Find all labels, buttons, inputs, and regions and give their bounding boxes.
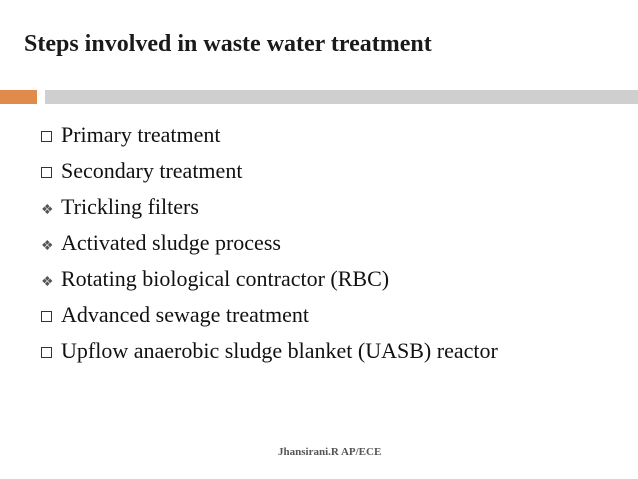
list-item [38, 297, 498, 333]
bullet-list [38, 117, 498, 369]
list-item [38, 153, 498, 189]
list-item-label: Activated sludge process [61, 230, 281, 255]
square-bullet-icon [41, 347, 52, 358]
list-item-label: Primary treatment [61, 122, 221, 147]
accent-bar [0, 90, 37, 104]
square-bullet-icon [41, 311, 52, 322]
list-item [38, 261, 498, 297]
list-item [38, 189, 498, 225]
slide-title: Steps involved in waste water treatment [24, 31, 432, 57]
square-bullet-icon [41, 131, 52, 142]
list-item [38, 333, 498, 369]
list-item [38, 117, 498, 153]
list-item-label: Upflow anaerobic sludge blanket (UASB) reactor [61, 338, 498, 363]
diamond-bullet-icon: ❖ [41, 275, 54, 290]
list-item [38, 225, 498, 261]
list-item-label: Secondary treatment [61, 158, 243, 183]
diamond-bullet-icon: ❖ [41, 239, 54, 254]
square-bullet-icon [41, 167, 52, 178]
list-item-label: Trickling filters [61, 194, 199, 219]
list-item-label: Advanced sewage treatment [61, 302, 309, 327]
title-rule [45, 90, 638, 104]
diamond-bullet-icon: ❖ [41, 203, 54, 218]
slide-footer: Jhansirani.R AP/ECE [278, 446, 382, 458]
list-item-label: Rotating biological contractor (RBC) [61, 266, 390, 291]
